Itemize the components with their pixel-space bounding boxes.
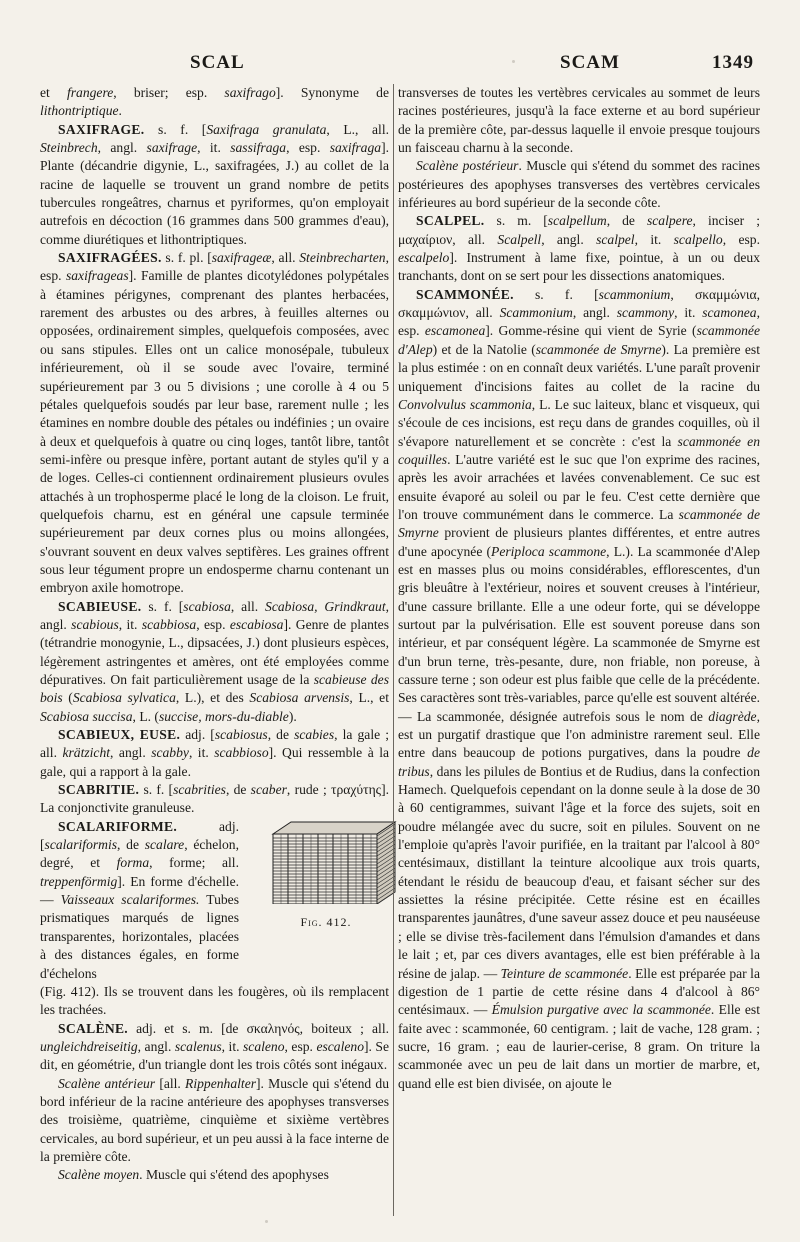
- dictionary-entry: [40, 781, 389, 818]
- italic-text: scaleno: [243, 1038, 285, 1054]
- text-run: ]. Genre de plantes (tétrandrie monogynie, L., dipsacées, J.) dont plusieurs espèces, légèrement astringentes et amères, ont été employées comme dépuratives. On fait particulièrement usage de la: [40, 616, 390, 687]
- text-run: , forme; all.: [149, 855, 239, 871]
- dictionary-entry: [398, 212, 760, 285]
- italic-text: succise, mors-du-diable: [158, 708, 289, 724]
- italic-text: scabbioso: [214, 745, 269, 761]
- text-run: , it.: [634, 231, 674, 247]
- figure-caption: Fig. 412.: [300, 915, 352, 930]
- italic-text: Scammonium: [499, 305, 573, 321]
- italic-text: Saxifraga granulata: [206, 121, 327, 137]
- text-run: , de: [267, 727, 295, 743]
- italic-text: Scalène moyen: [58, 1167, 140, 1183]
- continued-paragraph: [398, 84, 760, 157]
- italic-text: escabiosa: [229, 616, 284, 632]
- text-run: , esp.: [284, 1038, 317, 1054]
- text-run: adj. [: [180, 727, 215, 743]
- text-run: transverses de toutes les vertèbres cervicales au sommet de leurs racines postérieures, jusqu'à la face externe et au bord supérieur de la première côte, par-dessus laquelle il envoie presque toujours un faisceau charnu à la seconde.: [398, 85, 760, 156]
- text-run: ) et de la Natolie (: [432, 341, 536, 357]
- text-run: ]. Gomme-résine qui vient de Syrie (: [485, 323, 697, 339]
- text-run: , L.), et des: [175, 690, 250, 706]
- text-run: ]. Se dit, en géométrie, d'un triangle dont les trois côtés sont inégaux.: [40, 1038, 390, 1073]
- italic-text: saxifrage: [146, 140, 198, 156]
- italic-text: scammonée de Smyrne: [535, 341, 662, 357]
- headword: SCAMMONÉE.: [416, 286, 514, 302]
- headword: SCALPEL.: [416, 213, 485, 229]
- text-run: ).: [288, 708, 297, 724]
- italic-text: scalare: [144, 837, 185, 853]
- text-run: , L., all.: [326, 121, 389, 137]
- text-run: adj. [: [40, 818, 239, 853]
- italic-text: ungleichdreiseitig: [40, 1038, 138, 1054]
- italic-text: Scabiosa succisa: [40, 708, 133, 724]
- italic-text: de tribus: [398, 745, 760, 779]
- italic-text: Convolvulus scammonia: [398, 396, 532, 412]
- italic-text: Scalpell: [497, 231, 542, 247]
- italic-text: scabiosus: [214, 727, 268, 743]
- text-run: ]. Instrument à lame fixe, pointue, à un ou deux tranchants, dont on se sert pour les dissections anatomiques.: [398, 250, 760, 284]
- text-run: . Muscle qui s'étend du sommet des racines postérieures des apophyses transverses des vertèbres cervicales inférieures au bord supérieur de la seconde côte.: [398, 158, 760, 211]
- page-number: 1349: [712, 52, 754, 73]
- italic-text: saxifraga: [329, 140, 382, 156]
- figure-entry: [40, 818, 389, 983]
- text-run: , σκαμμώνια, σκαμμώνιον, all.: [398, 286, 760, 321]
- text-run: , échelon, degré, et: [40, 837, 239, 871]
- dictionary-entry: [40, 1075, 389, 1167]
- dictionary-entry: [398, 286, 760, 1093]
- text-run: [all.: [155, 1075, 186, 1091]
- italic-text: scalpellum: [547, 213, 607, 229]
- text-run: Tubes prismatiques marqués de lignes transparentes, horizontales, placées à des distances égales, en forme d'échelons: [40, 892, 239, 981]
- print-speck: [512, 60, 515, 63]
- text-run: , est un purgatif drastique que l'on administre rarement seul. Elle entre dans beaucoup de potions purgatives, dans la poudre: [398, 708, 760, 761]
- text-run: s. f. [: [513, 286, 599, 302]
- text-run: , rude ; τραχύτης]. La conjonctivite granuleuse.: [40, 782, 389, 816]
- text-run: ]. Plante (décandrie digynie, L., saxifragées, J.) au collet de la racine de laquelle se trouvent un grand nombre de petits tubercules rongeâtres, charnus et pyriformes, qu'on employait autrefois en décoction (16 grammes dans 500 grammes d'eau), comme diurétiques et lithontriptiques.: [40, 140, 390, 247]
- italic-text: scalpel: [596, 231, 635, 247]
- text-run: , it.: [118, 616, 142, 632]
- headword: SCABRITIE.: [58, 782, 140, 798]
- italic-text: diagrède: [708, 708, 757, 724]
- text-run: (Fig. 412). Ils se trouvent dans les fougères, où ils remplacent les trachées.: [40, 983, 389, 1018]
- italic-text: saxifrageas: [65, 268, 129, 284]
- italic-text: scabious: [71, 616, 119, 632]
- italic-text: scalariformis: [44, 837, 118, 853]
- italic-text: scalpello: [673, 231, 723, 247]
- text-run: , angl.: [110, 745, 152, 761]
- italic-text: saxifrago: [224, 85, 276, 100]
- headword: SCABIEUSE.: [58, 598, 142, 614]
- dictionary-entry: [40, 726, 389, 781]
- text-run: , all.: [271, 250, 300, 266]
- text-run: .: [118, 103, 122, 119]
- dictionary-entry: [398, 157, 760, 212]
- text-run: , esp.: [722, 231, 760, 247]
- italic-text: escamonea: [424, 323, 486, 339]
- text-run: , it.: [188, 745, 215, 761]
- dictionary-entry: [40, 1166, 389, 1184]
- running-head-left: SCAL: [190, 52, 245, 73]
- text-run: , esp.: [286, 140, 330, 156]
- left-column: [40, 84, 389, 1185]
- text-run: , L. Le suc laiteux, blanc et visqueux, qui s'écoule de ces incisions, est reçu dans de grandes coquilles, où il s'évapore naturellement et se concrète : c'est la: [398, 396, 760, 449]
- italic-text: scalenus: [174, 1038, 222, 1054]
- text-run: . L'autre variété est le suc que l'on exprime des racines, après les avoir arrachées et lavées convenablement. Ce suc est ensuite évaporé au soleil ou par le feu. C'est cette dernière que l'on trouve communément dans le commerce. La: [398, 451, 760, 522]
- italic-text: scabby: [151, 745, 189, 761]
- italic-text: scammony: [616, 305, 675, 321]
- text-run: , inciser ; μαχαίριον, all.: [398, 213, 760, 247]
- text-run: , de: [225, 782, 251, 798]
- italic-text: scabies: [294, 727, 335, 743]
- text-run: , L. (: [132, 708, 159, 724]
- italic-text: scabieuse des bois: [40, 672, 389, 706]
- scalariform-vessels-illustration: [263, 820, 403, 904]
- italic-text: saxifrageæ: [211, 250, 272, 266]
- italic-text: Periploca scammone: [491, 543, 607, 559]
- column-rule: [393, 84, 394, 1216]
- italic-text: krätzicht: [62, 745, 111, 761]
- continued-paragraph: [40, 983, 389, 1020]
- italic-text: scabbiosa: [141, 616, 197, 632]
- dictionary-entry: [40, 598, 389, 726]
- italic-text: Scabiosa, Grindkraut: [265, 598, 386, 614]
- italic-text: escaleno: [316, 1038, 364, 1054]
- italic-text: scammonée d'Alep: [398, 323, 760, 357]
- italic-text: Scalène antérieur: [58, 1075, 156, 1091]
- text-run: , angl.: [40, 598, 389, 632]
- text-run: . Elle est préparée par la digestion de 1 partie de cette résine dans 4 d'alcool à 86° centésimaux. —: [398, 965, 760, 1018]
- text-run: . Elle est faite avec : scammonée, 60 centigram. ; lait de vache, 128 gram. ; sucre, 16 gram. ; eau de laurier-cerise, 8 gram. On triture la scammonée avec un peu de lait dans un mortier de marbre, et, quand elle est bien divisée, on ajoute le: [398, 1002, 761, 1091]
- italic-text: Teinture de scammonée: [500, 965, 629, 981]
- text-run: , de: [117, 837, 145, 853]
- text-run: , esp.: [398, 305, 760, 339]
- text-run: ]. Famille de plantes dicotylédones polypétales à étamines périgynes, comprenant des plantes herbacées, rarement des arbustes ou des arbres, à feuilles alternes ou opposées, ordinairement simples, quelquefois composées, avec ou sans stipules. Elles ont un calice monosépale, tubuleux inférieurement, où il se soude avec l'ovaire, terminé supérieurement par 3 ou 5 divisions ; une corolle à 4 ou 5 pétales quelquefois soudés par leur base, rarement nulle ; les étamines en nombre double des pétales ou indéfinies ; un ovaire à deux et quelquefois à quatre ou cinq loges, tantôt libre, tantôt semi-infère ou presque infère, portant autant de styles qu'il y a de loges. Celles-ci contiennent ordinairement plusieurs ovules attachés à un trophosperme placé le long de la cloison. Le fruit, quelquefois charnu, est en général une capsule terminée supérieurement par deux cornes plus ou moins allongées, s'ouvrant souvent en deux valves septifères. Les graines offrent sous leur tégument propre un endosperme charnu contenant un embryon axile homotrope.: [40, 268, 389, 596]
- text-run: , dans les pilules de Bontius et de Rudius, dans la confection Hamech. Quelquefois cependant on la donne seule à la dose de 30 à 60 centigrammes, suivant l'âge et la force des sujets, soit en poudre mélangée avec du sucre, soit en pilules. Souvent on ne l'emploie qu'après l'avoir purifiée, en la traitant par l'alcool à 80° centésimaux, distillant la teinture alcoolique aux trois quarts, étendant le résidu de beaucoup d'eau, et faisant sécher sur des assiettes la résine précipitée. Cette résine est en écailles transparentes jaunâtres, d'une saveur assez douce et peu nauséeuse ; elle se divise très-facilement dans l'émulsion d'amandes et dans le lait ; et, par ces divers avantages, elle est bien préférable à la résine de jalap. —: [398, 763, 760, 981]
- italic-text: scammonium: [598, 286, 671, 302]
- italic-text: escalpelo: [398, 250, 450, 266]
- italic-text: scalpere: [646, 213, 693, 229]
- headword: SCALÈNE.: [58, 1020, 129, 1036]
- dictionary-entry: [40, 249, 389, 598]
- italic-text: scabrities: [173, 782, 226, 798]
- text-run: , angl.: [572, 305, 617, 321]
- italic-text: Scabiosa sylvatica: [72, 690, 176, 706]
- text-run: ]. Muscle qui s'étend du bord inférieur de la racine antérieure des apophyses transverses des troisième, quatrième, cinquième et sixième vertèbres cervicales, au bord supérieur, et un peu aussi à la face interne de la première côte.: [40, 1075, 389, 1164]
- text-run: , L., et: [349, 690, 389, 706]
- text-run: et: [40, 85, 67, 100]
- text-run: ]. Synonyme de: [275, 85, 389, 100]
- figure: [245, 818, 389, 932]
- italic-text: scammonée de Smyrne: [398, 506, 760, 541]
- text-run: s. f. [: [141, 598, 184, 614]
- text-run: provient de plusieurs plantes différentes, et entre autres d'une apocynée (: [398, 525, 760, 559]
- text-run: ]. Qui ressemble à la gale, qui a rapport à la gale.: [40, 745, 390, 779]
- text-run: adj. et s. m. [de σκαληνός, boiteux ; all.: [128, 1020, 389, 1036]
- running-head-right: SCAM: [560, 52, 620, 73]
- italic-text: Scabiosa arvensis: [249, 690, 350, 706]
- right-column: [398, 84, 760, 1093]
- text-run: . Muscle qui s'étend des apophyses: [139, 1167, 329, 1183]
- text-run: , briser; esp.: [113, 85, 225, 100]
- italic-text: scaber: [250, 782, 287, 798]
- italic-text: scabiosa: [183, 598, 231, 614]
- text-run: s. f. [: [139, 782, 174, 798]
- headword: SCALARIFORME.: [58, 818, 178, 834]
- text-run: s. m. [: [484, 213, 548, 229]
- text-run: , la gale ; all.: [40, 727, 389, 761]
- dictionary-entry: [40, 1020, 389, 1075]
- italic-text: lithontriptique: [40, 103, 119, 119]
- text-run: s. f. pl. [: [161, 250, 212, 266]
- dictionary-entry: [40, 818, 239, 983]
- italic-text: scammonée en coquilles: [398, 433, 760, 467]
- text-run: , L.). La scammonée d'Alep est en masses plus ou moins considérables, efflorescentes, d'un gris bleuâtre à l'extérieur, noires et souvent creuses à l'intérieur, d'une cassure brillante. Elle a une odeur forte, qui se développe surtout par la pulvérisation. Elle est souvent poreuse dans son intérieur, et par conséquent légère. La scammonée de Smyrne est d'un brun terne, très-pesante, dure, non friable, non poreuse, à cassure terne ; son odeur est plus faible que celle de la précédente. Ses caractères sont très-variables, parce qu'elle est souvent altérée. — La scammonée, désignée autrefois sous le nom de: [398, 543, 760, 724]
- continued-paragraph: [40, 84, 389, 121]
- print-speck: [265, 1220, 268, 1223]
- text-run: , it.: [221, 1038, 243, 1054]
- headword: SCABIEUX, EUSE.: [58, 727, 181, 743]
- italic-text: Scalène postérieur: [416, 158, 519, 174]
- headword: SAXIFRAGE.: [58, 121, 145, 137]
- italic-text: Émulsion purgative avec la scammonée: [491, 1002, 711, 1018]
- italic-text: frangere: [66, 85, 114, 100]
- italic-text: Steinbrecharten: [299, 250, 386, 266]
- text-run: , angl.: [137, 1038, 175, 1054]
- italic-text: Steinbrech: [40, 140, 98, 156]
- text-run: , it.: [674, 305, 703, 321]
- text-run: , angl.: [541, 231, 597, 247]
- italic-text: scamonea: [702, 305, 757, 321]
- text-run: ). La première est la plus estimée : on en connaît deux variétés. L'une paraît provenir uniquement d'incisions faites au collet de la racine du: [398, 341, 761, 394]
- dictionary-entry: [40, 121, 389, 249]
- italic-text: Vaisseaux scalariformes.: [60, 892, 200, 908]
- text-run: ]. En forme d'échelle. —: [40, 873, 239, 908]
- italic-text: Rippenhalter: [185, 1075, 257, 1091]
- headword: SAXIFRAGÉES.: [58, 250, 162, 266]
- italic-text: sassifraga: [230, 140, 287, 156]
- text-run: , angl.: [97, 140, 147, 156]
- text-run: , de: [606, 213, 647, 229]
- italic-text: forma: [116, 855, 150, 871]
- text-run: , all.: [230, 598, 266, 614]
- text-run: (: [62, 690, 73, 706]
- italic-text: treppenförmig: [40, 873, 118, 889]
- text-run: , esp.: [196, 616, 230, 632]
- text-run: s. f. [: [144, 121, 207, 137]
- text-run: , esp.: [40, 250, 389, 284]
- text-run: , it.: [197, 140, 231, 156]
